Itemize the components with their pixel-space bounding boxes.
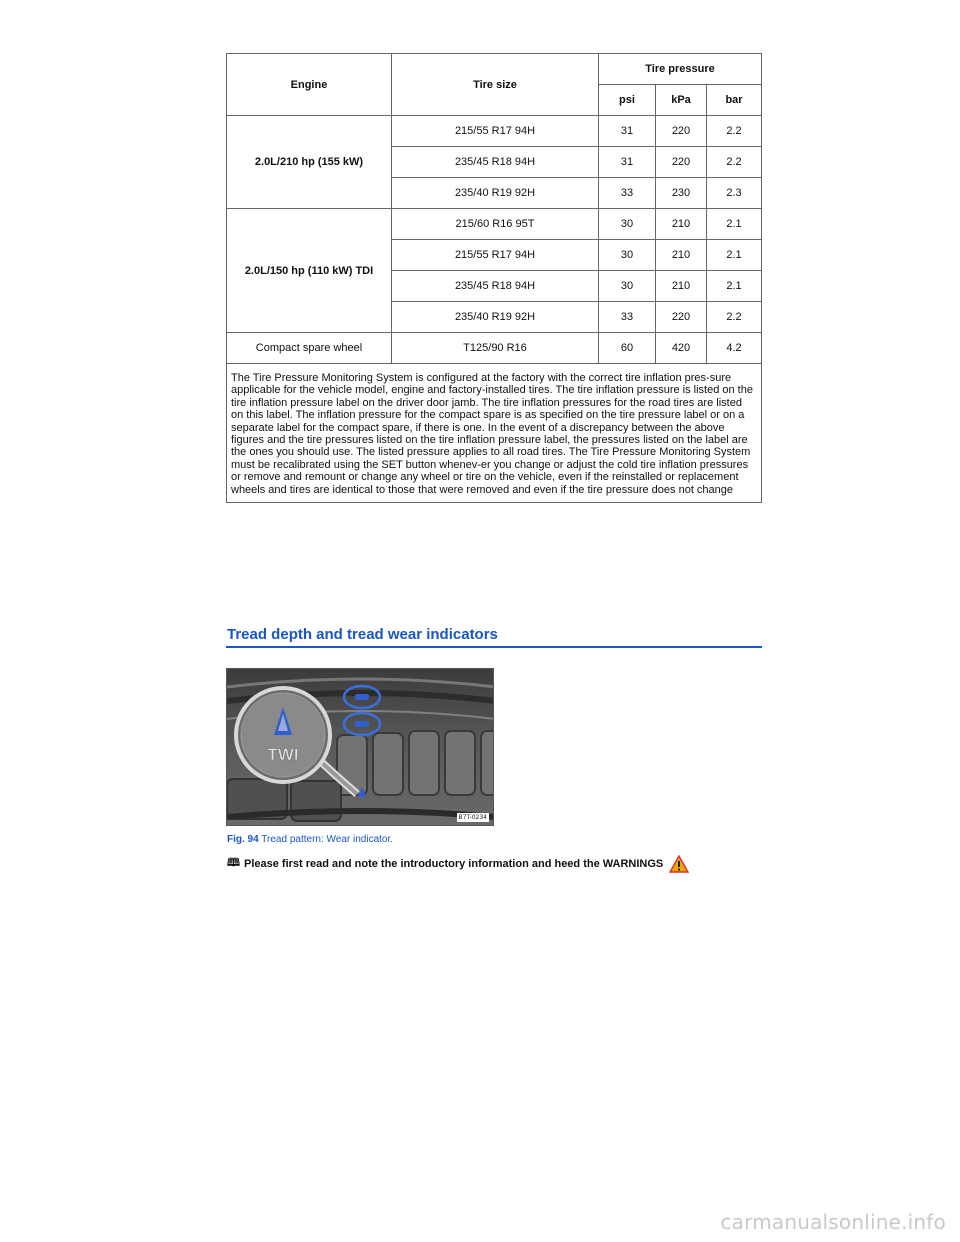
psi-cell: 30 bbox=[599, 209, 656, 240]
tire-size-cell: 215/55 R17 94H bbox=[392, 240, 599, 271]
tire-size-cell: 235/45 R18 94H bbox=[392, 147, 599, 178]
tpms-note: The Tire Pressure Monitoring System is configured at the factory with the correct tire inflation pres-sure applicable for the vehicle model, engine and factory-installed tires. The tire inflation pressure is listed on the tire inflation pressure label on the driver door jamb. The tire inflation pressures for the road tires are listed on this label. The inflation pressure for the compact spare is as specified on the tire pressure label or on a separate label for the compact spare, if there is one. In the event of a discrepancy between the above figures and the tire pressures listed on the tire inflation pressure label, the pressures listed on the label are the ones you should use. The listed pressure applies to all road tires. The Tire Pressure Monitoring System must be recalibrated using the SET button whenev-er you change or adjust the cold tire inflation pressures or remove and remount or change any wheel or tire on the vehicle, even if the reinstalled or replacement wheels and tires are identical to those that were removed and even if the tire pressure does not change bbox=[227, 364, 762, 503]
figure-caption bbox=[227, 834, 393, 845]
watermark: carmanualsonline.info bbox=[720, 1210, 946, 1234]
psi-cell: 30 bbox=[599, 240, 656, 271]
tire-size-cell: 235/40 R19 92H bbox=[392, 178, 599, 209]
header-tire-pressure: Tire pressure bbox=[599, 54, 762, 85]
bar-cell: 2.1 bbox=[707, 209, 762, 240]
psi-cell: 31 bbox=[599, 116, 656, 147]
book-icon: 🕮 bbox=[227, 857, 240, 869]
kpa-cell: 220 bbox=[656, 116, 707, 147]
bar-cell: 2.2 bbox=[707, 302, 762, 333]
kpa-cell: 420 bbox=[656, 333, 707, 364]
kpa-cell: 210 bbox=[656, 240, 707, 271]
tire-size-cell: 215/55 R17 94H bbox=[392, 116, 599, 147]
psi-cell: 33 bbox=[599, 302, 656, 333]
engine-cell: 2.0L/210 hp (155 kW) bbox=[227, 116, 392, 209]
kpa-cell: 220 bbox=[656, 302, 707, 333]
kpa-cell: 220 bbox=[656, 147, 707, 178]
psi-cell: 60 bbox=[599, 333, 656, 364]
kpa-cell: 210 bbox=[656, 271, 707, 302]
bar-cell: 2.3 bbox=[707, 178, 762, 209]
section-title: Tread depth and tread wear indicators bbox=[227, 626, 498, 643]
tire-size-cell: 235/45 R18 94H bbox=[392, 271, 599, 302]
intro-note bbox=[227, 854, 689, 873]
header-bar: bar bbox=[707, 85, 762, 116]
engine-cell: 2.0L/150 hp (110 kW) TDI bbox=[227, 209, 392, 333]
psi-cell: 33 bbox=[599, 178, 656, 209]
table-row bbox=[227, 116, 762, 147]
tire-size-cell: 215/60 R16 95T bbox=[392, 209, 599, 240]
psi-cell: 30 bbox=[599, 271, 656, 302]
figure-number: Fig. 94 bbox=[227, 834, 259, 845]
tire-tread-illustration bbox=[227, 669, 494, 826]
bar-cell: 2.2 bbox=[707, 147, 762, 178]
kpa-cell: 230 bbox=[656, 178, 707, 209]
table-row bbox=[227, 209, 762, 240]
tire-size-cell: 235/40 R19 92H bbox=[392, 302, 599, 333]
bar-cell: 4.2 bbox=[707, 333, 762, 364]
bar-cell: 2.1 bbox=[707, 271, 762, 302]
twi-label: TWI bbox=[267, 745, 299, 764]
psi-cell: 31 bbox=[599, 147, 656, 178]
figure-caption-text: Tread pattern: Wear indicator. bbox=[261, 834, 394, 845]
header-tire-size: Tire size bbox=[392, 54, 599, 116]
table-row bbox=[227, 333, 762, 364]
section-divider bbox=[226, 646, 762, 648]
tire-size-cell: T125/90 R16 bbox=[392, 333, 599, 364]
header-psi: psi bbox=[599, 85, 656, 116]
image-code: B7T-0234 bbox=[458, 814, 487, 821]
tread-wear-figure bbox=[226, 668, 494, 826]
bar-cell: 2.1 bbox=[707, 240, 762, 271]
engine-cell: Compact spare wheel bbox=[227, 333, 392, 364]
kpa-cell: 210 bbox=[656, 209, 707, 240]
intro-text: Please first read and note the introductory information and heed the WARNINGS bbox=[243, 857, 664, 870]
header-engine: Engine bbox=[227, 54, 392, 116]
warning-triangle-icon[interactable] bbox=[669, 855, 689, 873]
tire-pressure-table bbox=[226, 53, 762, 503]
bar-cell: 2.2 bbox=[707, 116, 762, 147]
header-kpa: kPa bbox=[656, 85, 707, 116]
